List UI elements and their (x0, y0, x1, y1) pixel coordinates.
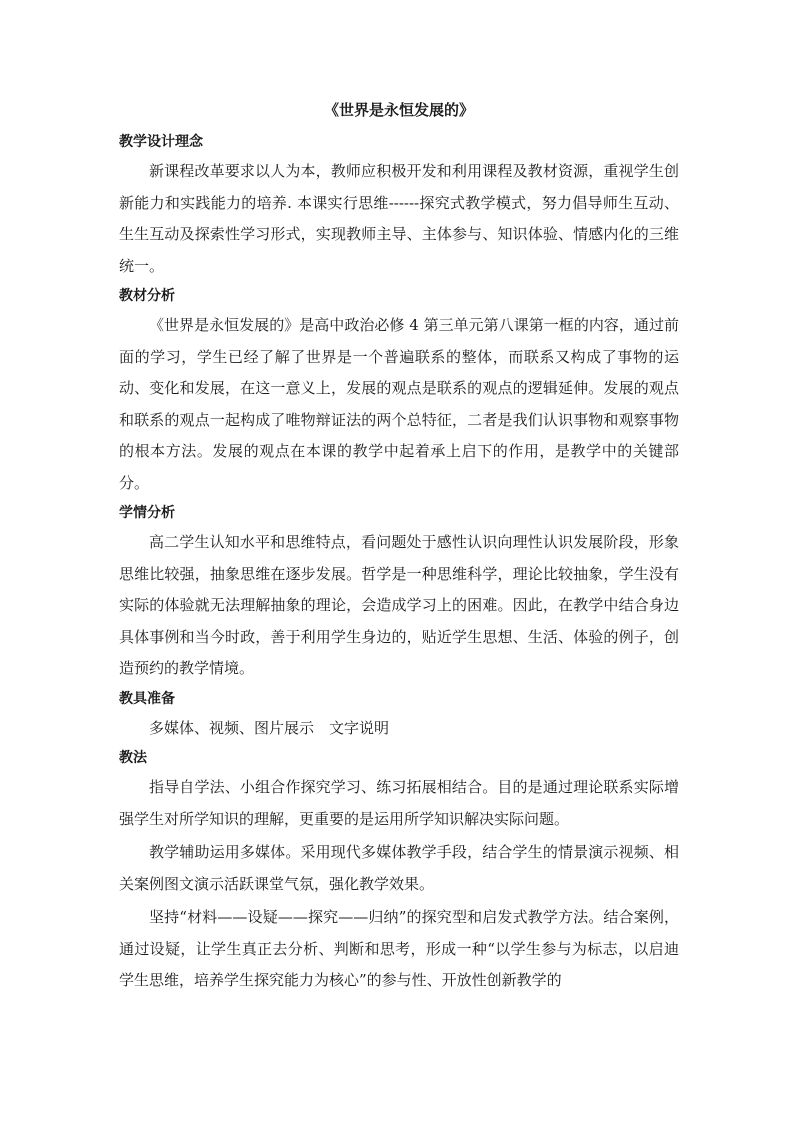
section-teaching-methods (119, 744, 679, 997)
paragraph: 新课程改革要求以人为本，教师应积极开发和利用课程及教材资源，重视学生创新能力和实践能力的培养. 本课实行思维------探究式教学模式，努力倡导师生互动、生生互动及探索性学习形式，实现教师主导、主体参与、知识体验、情感内化的三维统一。 (119, 162, 679, 275)
paragraph: 《世界是永恒发展的》是高中政治必修 4 第三单元第八课第一框的内容，通过前面的学习，学生已经了解了世界是一个普遍联系的整体，而联系又构成了事物的运动、变化和发展，在这一意义上，发展的观点是联系的观点的逻辑延伸。发展的观点和联系的观点一起构成了唯物辩证法的两个总特征，二者是我们认识事物和观察事物的根本方法。发展的观点在本课的教学中起着承上启下的作用，是教学中的关键部分。 (119, 316, 679, 492)
section-student-analysis (119, 499, 679, 685)
section-textbook-analysis (119, 282, 679, 499)
section-design-concept (119, 128, 679, 282)
paragraph: 坚持“材料——设疑——探究——归纳”的探究型和启发式教学方法。结合案例，通过设疑，让学生真正去分析、判断和思考，形成一种“以学生参与为标志，以启迪学生思维，培养学生探究能力为核心”的参与性、开放性创新教学的 (119, 908, 679, 989)
section-teaching-aids (119, 685, 679, 745)
section-heading: 学情分析 (119, 505, 175, 521)
section-heading: 教学设计理念 (119, 134, 203, 150)
section-heading: 教法 (119, 750, 147, 766)
paragraph: 多媒体、视频、图片展示 文字说明 (149, 718, 390, 737)
section-heading: 教材分析 (119, 288, 175, 304)
paragraph: 高二学生认知水平和思维特点，看问题处于感性认识向理性认识发展阶段，形象思维比较强，抽象思维在逐步发展。哲学是一种思维科学，理论比较抽象，学生没有实际的体验就无法理解抽象的理论，会造成学习上的困难。因此，在教学中结合身边具体事例和当今时政，善于利用学生身边的，贴近学生思想、生活、体验的例子，创造预约的教学情境。 (119, 533, 679, 677)
document-body (119, 96, 679, 997)
paragraph: 教学辅助运用多媒体。采用现代多媒体教学手段，结合学生的情景演示视频、相关案例图文演示活跃课堂气氛，强化教学效果。 (119, 843, 679, 893)
section-heading: 教具准备 (119, 690, 175, 707)
document-title: 《世界是永恒发展的》 (323, 101, 474, 119)
paragraph: 指导自学法、小组合作探究学习、练习拓展相结合。目的是通过理论联系实际增强学生对所学知识的理解，更重要的是运用所学知识解决实际问题。 (119, 778, 679, 828)
